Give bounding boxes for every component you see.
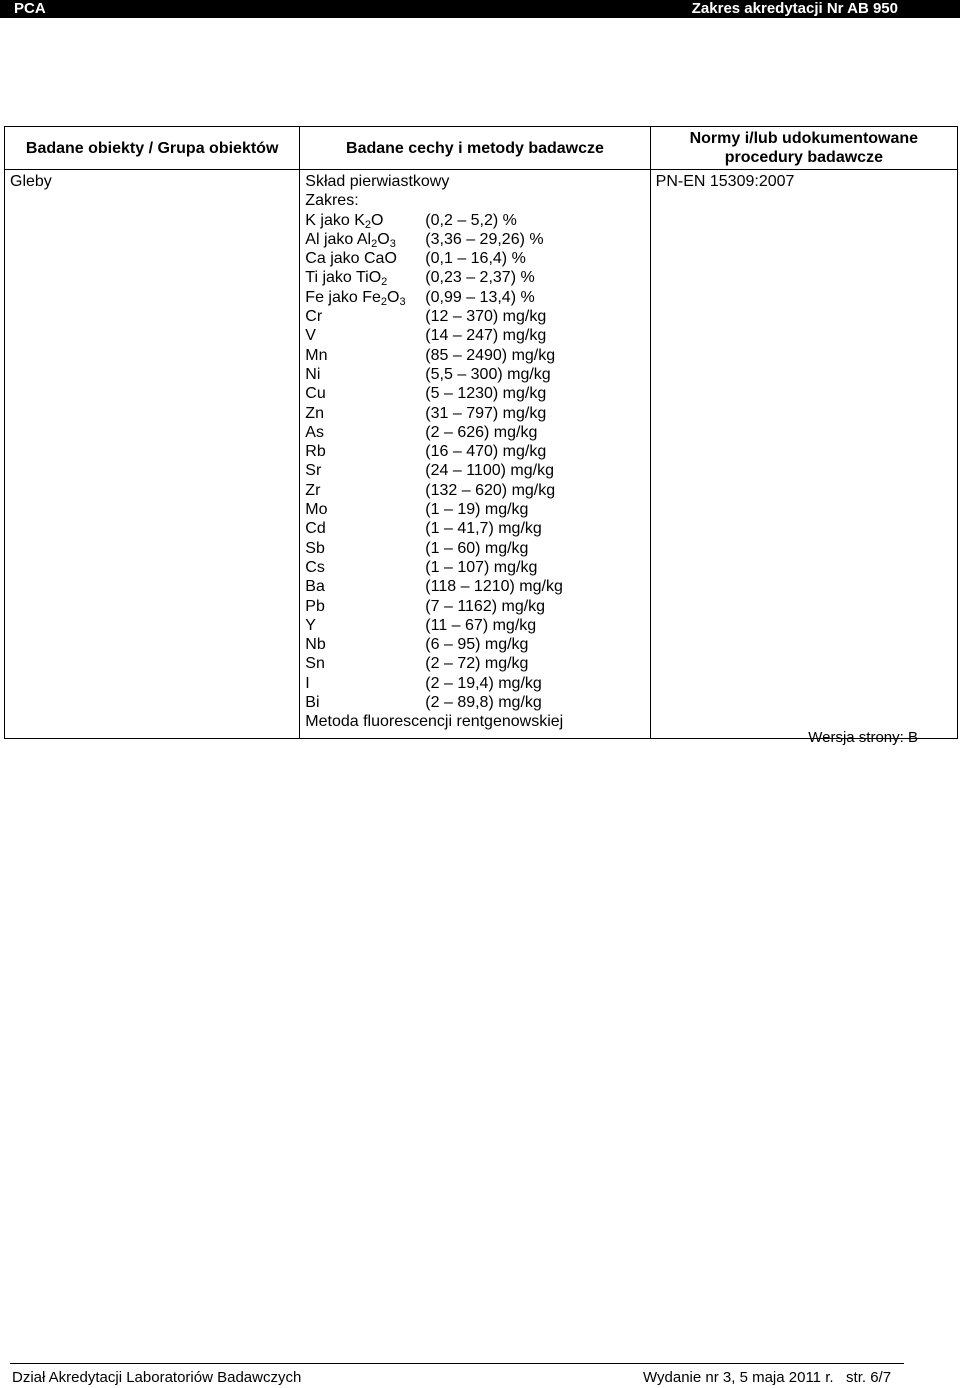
element-range: (132 – 620) mg/kg xyxy=(425,481,556,499)
element-text: Cr xyxy=(305,308,323,326)
element-range: (0,23 – 2,37) % xyxy=(425,269,535,287)
element-text: Rb xyxy=(305,443,326,461)
element-range: (118 – 1210) mg/kg xyxy=(425,578,563,596)
element-range: (0,2 – 5,2) % xyxy=(425,211,517,229)
list-item xyxy=(305,519,649,538)
element-range: (16 – 470) mg/kg xyxy=(425,443,547,461)
element-range: (24 – 1100) mg/kg xyxy=(425,462,554,480)
element-range: (5,5 – 300) mg/kg xyxy=(425,365,551,383)
element-name xyxy=(305,249,425,268)
element-text: Pb xyxy=(305,597,325,615)
list-item xyxy=(305,384,649,403)
list-item xyxy=(305,307,649,326)
element-text: Cu xyxy=(305,385,326,403)
element-text: Y xyxy=(305,616,316,634)
accreditation-scope-table xyxy=(4,126,958,739)
range-label: Zakres: xyxy=(305,192,359,210)
list-item xyxy=(305,481,649,500)
table-header-row xyxy=(5,127,958,170)
element-subscript: 3 xyxy=(399,295,406,308)
element-range: (12 – 370) mg/kg xyxy=(425,308,547,326)
list-item xyxy=(305,500,649,519)
element-text: O xyxy=(387,288,400,306)
element-name xyxy=(305,500,425,519)
element-range: (2 – 626) mg/kg xyxy=(425,423,538,441)
element-text: Ca jako CaO xyxy=(305,250,397,268)
element-text: Mn xyxy=(305,346,328,364)
list-item xyxy=(305,268,649,287)
element-range-list xyxy=(305,211,649,713)
element-name xyxy=(305,384,425,403)
list-item xyxy=(305,211,649,230)
element-text: Al jako Al xyxy=(305,230,372,248)
element-text: Sr xyxy=(305,462,322,480)
element-range: (0,99 – 13,4) % xyxy=(425,288,535,306)
element-range: (0,1 – 16,4) % xyxy=(425,250,526,268)
element-range: (2 – 72) mg/kg xyxy=(425,655,529,673)
page-header xyxy=(0,0,960,18)
element-name xyxy=(305,558,425,577)
element-subscript: 2 xyxy=(381,276,388,289)
element-text: K jako K xyxy=(305,211,365,229)
element-name xyxy=(305,577,425,596)
element-name xyxy=(305,365,425,384)
element-range: (85 – 2490) mg/kg xyxy=(425,346,556,364)
element-range: (2 – 19,4) mg/kg xyxy=(425,674,542,692)
element-subscript: 2 xyxy=(380,295,388,308)
element-text: Ba xyxy=(305,578,325,596)
element-text: Zr xyxy=(305,481,321,499)
list-item xyxy=(305,616,649,635)
column-header-methods: Badane cechy i metody badawcze xyxy=(300,127,650,170)
list-item xyxy=(305,249,649,268)
page-version: Wersja strony: B xyxy=(808,729,918,746)
list-item xyxy=(305,654,649,673)
element-name xyxy=(305,654,425,673)
list-item xyxy=(305,461,649,480)
element-range: (5 – 1230) mg/kg xyxy=(425,385,547,403)
list-item xyxy=(305,597,649,616)
footer-department: Dział Akredytacji Laboratoriów Badawczych xyxy=(12,1369,302,1386)
element-text: Sb xyxy=(305,539,325,557)
method-title: Skład pierwiastkowy xyxy=(305,173,450,190)
element-subscript: 2 xyxy=(364,218,372,231)
element-name xyxy=(305,539,425,558)
list-item xyxy=(305,442,649,461)
element-name xyxy=(305,307,425,326)
footer-divider xyxy=(10,1363,904,1364)
element-text: Cd xyxy=(305,520,326,538)
list-item xyxy=(305,558,649,577)
object-cell: Gleby xyxy=(5,170,300,739)
element-text: Sn xyxy=(305,655,325,673)
element-range: (1 – 60) mg/kg xyxy=(425,539,529,557)
element-text: Fe jako Fe xyxy=(305,288,381,306)
element-subscript: 3 xyxy=(389,237,396,250)
footer-issue: Wydanie nr 3, 5 maja 2011 r. str. 6/7 xyxy=(643,1369,892,1386)
element-range: (1 – 107) mg/kg xyxy=(425,558,538,576)
norm-cell: PN-EN 15309:2007 xyxy=(650,170,957,739)
header-title: Zakres akredytacji Nr AB 950 xyxy=(691,0,898,17)
list-item xyxy=(305,693,649,712)
list-item xyxy=(305,674,649,693)
element-name xyxy=(305,442,425,461)
element-subscript: 2 xyxy=(371,237,378,250)
element-text: I xyxy=(305,674,310,692)
element-text: Nb xyxy=(305,636,326,654)
element-range: (14 – 247) mg/kg xyxy=(425,327,547,345)
element-name xyxy=(305,423,425,442)
element-name xyxy=(305,519,425,538)
table-row xyxy=(5,170,958,739)
list-item xyxy=(305,288,649,307)
method-footer: Metoda fluorescencji rentgenowskiej xyxy=(305,713,564,731)
list-item xyxy=(305,423,649,442)
element-name xyxy=(305,693,425,712)
element-text: As xyxy=(305,423,324,441)
list-item xyxy=(305,346,649,365)
list-item xyxy=(305,635,649,654)
element-name xyxy=(305,326,425,345)
element-text: Cs xyxy=(305,558,325,576)
element-text: O xyxy=(377,230,390,248)
element-name xyxy=(305,346,425,365)
list-item xyxy=(305,404,649,423)
element-text: Mo xyxy=(305,501,328,519)
element-range: (7 – 1162) mg/kg xyxy=(425,597,546,615)
element-range: (3,36 – 29,26) % xyxy=(425,230,544,248)
element-range: (31 – 797) mg/kg xyxy=(425,404,547,422)
element-text: O xyxy=(371,211,384,229)
element-name xyxy=(305,230,425,249)
list-item xyxy=(305,230,649,249)
element-name xyxy=(305,635,425,654)
element-range: (11 – 67) mg/kg xyxy=(425,616,537,634)
element-text: Bi xyxy=(305,694,320,712)
header-org: PCA xyxy=(14,0,46,17)
element-text: Ti jako TiO xyxy=(305,269,382,287)
element-name xyxy=(305,616,425,635)
element-text: Ni xyxy=(305,365,321,383)
element-name xyxy=(305,481,425,500)
method-cell xyxy=(300,170,650,739)
element-text: Zn xyxy=(305,404,324,422)
element-name xyxy=(305,211,425,230)
element-name xyxy=(305,288,425,307)
element-name xyxy=(305,674,425,693)
element-range: (6 – 95) mg/kg xyxy=(425,636,529,654)
element-text: V xyxy=(305,327,316,345)
element-name xyxy=(305,597,425,616)
list-item xyxy=(305,365,649,384)
element-range: (2 – 89,8) mg/kg xyxy=(425,694,542,712)
list-item xyxy=(305,539,649,558)
list-item xyxy=(305,326,649,345)
column-header-objects: Badane obiekty / Grupa obiektów xyxy=(5,127,300,170)
element-range: (1 – 19) mg/kg xyxy=(425,501,529,519)
list-item xyxy=(305,577,649,596)
element-range: (1 – 41,7) mg/kg xyxy=(425,520,542,538)
column-header-norms: Normy i/lub udokumentowane procedury badawcze xyxy=(650,127,957,170)
element-name xyxy=(305,404,425,423)
element-name xyxy=(305,461,425,480)
element-name xyxy=(305,268,425,287)
